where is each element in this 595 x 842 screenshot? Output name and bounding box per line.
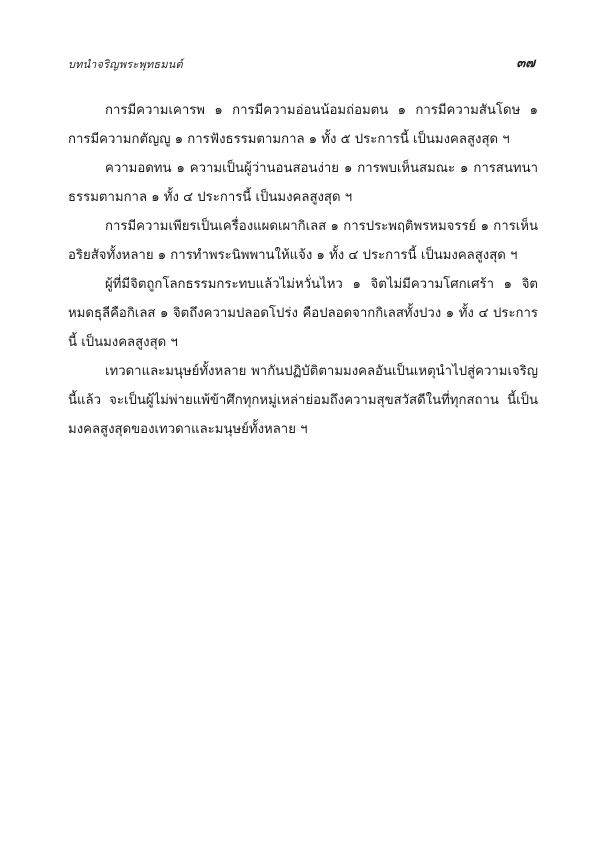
running-header-title: บทนำจริญพระพุทธมนต์: [68, 58, 183, 71]
page-number: ๓๗: [516, 56, 535, 71]
body-text: [68, 96, 538, 444]
paragraph-4: ผู้ที่มีจิตถูกโลกธรรมกระทบแล้วไม่หวั่นไหว ๑ จิตไม่มีความโศกเศร้า ๑ จิตหมดธุลีคือกิเลส ๑ จิตถึงความปลอดโปร่ง คือปลอดจากกิเลสทั้งปวง ๑ ทั้ง ๔ ประการนี้ เป็นมงคลสูงสุด ฯ: [68, 277, 538, 350]
header-divider: [68, 76, 535, 77]
paragraph-3: การมีความเพียรเป็นเครื่องแผดเผากิเลส ๑ การประพฤติพรหมจรรย์ ๑ การเห็นอริยสัจทั้งหลาย ๑ การทำพระนิพพานให้แจ้ง ๑ ทั้ง ๔ ประการนี้ เป็นมงคลสูงสุด ฯ: [68, 219, 538, 263]
paragraph-1: การมีความเคารพ ๑ การมีความอ่อนน้อมถ่อมตน ๑ การมีความสันโดษ ๑ การมีความกตัญญู ๑ การฟังธรรมตามกาล ๑ ทั้ง ๕ ประการนี้ เป็นมงคลสูงสุด ฯ: [68, 103, 538, 147]
paragraph-5: เทวดาและมนุษย์ทั้งหลาย พากันปฏิบัติตามมงคลอันเป็นเหตุนำไปสู่ความเจริญนี้แล้ว จะเป็นผู้ไม่พ่ายแพ้ข้าศึกทุกหมู่เหล่าย่อมถึงความสุขสวัสดีในที่ทุกสถาน นี้เป็นมงคลสูงสุดของเทวดาและมนุษย์ทั้งหลาย ฯ: [68, 364, 538, 437]
paragraph-2: ความอดทน ๑ ความเป็นผู้ว่านอนสอนง่าย ๑ การพบเห็นสมณะ ๑ การสนทนาธรรมตามกาล ๑ ทั้ง ๔ ประการนี้ เป็นมงคลสูงสุด ฯ: [68, 161, 538, 205]
